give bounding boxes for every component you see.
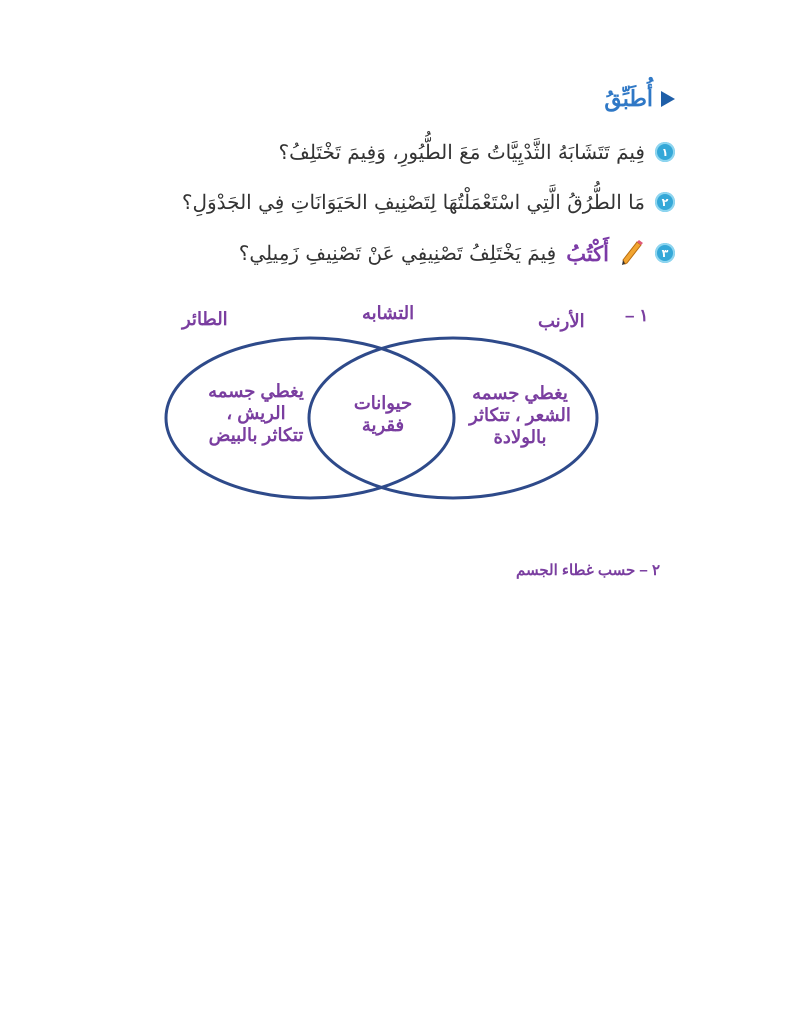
shared-traits bbox=[333, 392, 433, 436]
answer-2: ٢ – حسب غطاء الجسم bbox=[515, 562, 660, 579]
rabbit-trait-line: بالولادة bbox=[493, 427, 547, 447]
label-similarity: التشابه bbox=[362, 303, 415, 323]
label-bird: الطائر bbox=[182, 309, 228, 329]
shared-trait-line: فقرية bbox=[361, 415, 405, 435]
question-text: مَا الطُّرُقُ الَّتِي اسْتَعْمَلْتُهَا لِتَصْنِيفِ الحَيَوَانَاتِ فِي الجَدْوَلِ؟ bbox=[181, 190, 645, 214]
write-label: أَكْتُبُ bbox=[566, 240, 609, 266]
question-text: فِيمَ تَتَشَابَهُ الثَّدْيِيَّاتُ مَعَ الطُّيُورِ، وَفِيمَ تَخْتَلِفُ؟ bbox=[278, 140, 645, 164]
shared-trait-line: حيوانات bbox=[353, 393, 413, 413]
rabbit-trait-line: يغطي جسمه bbox=[472, 383, 568, 403]
section-title: أُطَبِّقُ bbox=[604, 86, 653, 112]
rabbit-trait-line: الشعر ، تتكاثر bbox=[469, 405, 571, 425]
question-text: فِيمَ يَخْتَلِفُ تَصْنِيفِي عَنْ تَصْنِيفِ زَمِيلِي؟ bbox=[238, 241, 557, 265]
bird-trait-line: يغطي جسمه bbox=[208, 381, 304, 401]
label-rabbit: الأرنب bbox=[538, 311, 585, 331]
bird-trait-line: تتكاثر بالبيض bbox=[208, 425, 304, 445]
bird-traits bbox=[196, 380, 316, 446]
question-number-badge: ١ bbox=[655, 142, 675, 162]
rabbit-traits bbox=[456, 382, 584, 448]
answer-1-number: ١ – bbox=[625, 306, 649, 325]
bird-trait-line: الريش ، bbox=[226, 403, 286, 423]
question-number-badge: ٢ bbox=[655, 192, 675, 212]
question-number-badge: ٣ bbox=[655, 243, 675, 263]
